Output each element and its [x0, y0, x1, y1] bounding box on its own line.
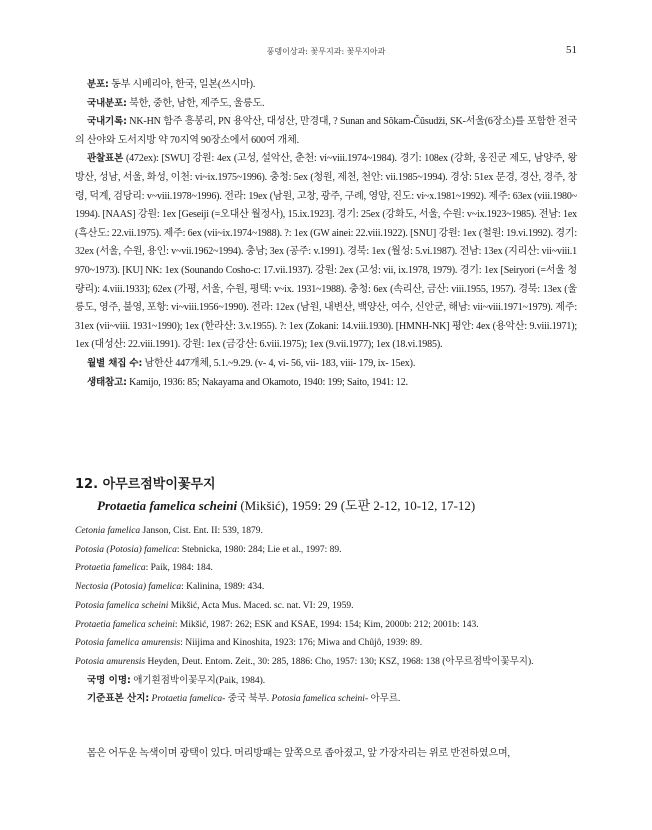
korea-distribution-paragraph: [75, 95, 577, 114]
korea-records-text: NK-HN 함주 흥봉리, PN 용악산, 대성산, 만경대, ? Sunan and Sŏkam-Čŭsudži, SK-서울(6장소)를 포함한 전국의 산야와 도서지방 약 70지역 90장소에서 600여 개체.: [75, 116, 577, 146]
synonym-name: Protaetia famelica: [75, 563, 146, 574]
synonym-name: Potosia (Potosia) famelica: [75, 544, 177, 555]
synonym-entry: [75, 616, 577, 635]
korea-records-paragraph: [75, 113, 577, 150]
synonym-entry: [75, 541, 577, 560]
synonym-ref: : Stebnicka, 1980: 284; Lie et al., 1997: 89.: [176, 544, 342, 555]
ecology-paragraph: [75, 374, 577, 393]
distribution-text: 동부 시베리아, 한국, 일본(쓰시마).: [111, 79, 256, 90]
synonym-entry: [75, 653, 577, 672]
specimens-text: (472ex): [SWU] 강원: 4ex (고성, 설악산, 춘천: vi~viii.1974~1984). 경기: 108ex (강화, 옹진군 제도, 남양주, 왕방산, 성남, 서울, 화성, 이천: vi~ix.1975~1996). 충청: 5ex (청원, 제천, 천안: vii.1985~1994). 경상: 51ex 문경, 경산, 경주, 창령, 덕계, 검당리: v~viii.1978~1996). 전라: 19ex (남원, 고창, 광주, 구례, 영암, 진도: vi~x.1981~1992). 제주: 63ex (viii.1980~1994). [NAAS] 강원: 1ex [Geseiji (=오대산 월정사), 15.ix.1923]. 경기: 25ex (강화도, 서울, 수원: v~ix.1923~1985). 전남: 1ex (흑산도: 22.vii.1975). 제주: 6ex (vii~ix.1974~1988). ?: 1ex (GW ainei: 22.viii.1922). [SNU] 강원: 1ex (철원: 19.vi.1992). 경기: 32ex (서울, 수원, 용인: v~vii.1962~1994). 충남; 3ex (공주: v.1991). 경북: 1ex (월성: 5.vi.1987). 전남: 13ex (지리산: vii~viii.1970~1973). [KU] NK: 1ex (Sounando Cosho-c: 17.vii.1937). 강원: 2ex (고성: vii, ix.1978, 1979). 경기: 1ex [Seiryori (=서울 청량리): 4.viii.1933]; 62ex (가평, 서울, 수원, 평택: v~ix. 1931~1988). 충청: 6ex (속리산, 금산: viii.1955, 1957). 경북: 13ex (울릉도, 영주, 불영, 포항: vi~viii.1956~1990). 전라: 12ex (남원, 내변산, 백양산, 여수, 신안군, 해남: vii~viii.1971~1979). 제주: 31ex (vii~viii. 1931~1990); 1ex (한라산: 3.v.1955). ?: 1ex (Zokani: 14.viii.1930). [HMNH-NK] 평안: 4ex (용악산: 9.viii.1971); 1ex (대성산: 22.viii.1991). 강원: 1ex (금강산: 6.viii.1975); 1ex (9.vii.1977); 1ex (18.vi.1985).: [75, 153, 577, 351]
species-11-details: [75, 76, 577, 392]
type-locality-name-2: Potosia famelica scheini: [271, 694, 365, 705]
type-locality-name-1: Protaetia famelica: [151, 694, 223, 705]
korean-common-name-row: [87, 672, 577, 691]
synonym-list: [75, 522, 577, 709]
synonym-entry: [75, 522, 577, 541]
korean-common-name-value: 애기흰점박이꽃무지(Paik, 1984).: [133, 675, 266, 686]
species-12-heading: [75, 475, 577, 517]
korea-distribution-text: 북한, 중한, 남한, 제주도, 울릉도.: [129, 97, 265, 109]
species-number: 12.: [75, 477, 99, 492]
monthly-paragraph: [75, 355, 577, 374]
ecology-label: 생태참고:: [87, 376, 127, 388]
synonym-entry: [75, 597, 577, 616]
monthly-text: 남한산 447개체, 5.1.~9.29. (v- 4, vi- 56, vii- 183, viii- 179, ix- 15ex).: [144, 357, 416, 369]
synonym-entry: [75, 559, 577, 578]
description-paragraph: 몸은 어두운 녹색이며 광택이 있다. 머리방패는 앞쪽으로 좁아졌고, 앞 가장자리는 위로 반전하였으며,: [87, 748, 510, 759]
distribution-label: 분포:: [87, 79, 109, 90]
species-title-korean: [75, 475, 577, 495]
specimens-label: 관찰표본: [87, 153, 124, 165]
page-header: [0, 44, 652, 58]
synonym-ref: Mikšić, Acta Mus. Maced. sc. nat. VI: 29, 1959.: [168, 600, 354, 611]
synonym-name: Cetonia famelica: [75, 526, 141, 536]
synonym-entry: [75, 634, 577, 653]
synonym-ref: : Niijima and Kinoshita, 1923: 176; Miwa and Chûjô, 1939: 89.: [180, 638, 423, 649]
synonym-ref: Janson, Cist. Ent. II: 539, 1879.: [140, 526, 263, 536]
type-locality-value-2: - 아무르.: [364, 694, 401, 705]
synonym-ref: Heyden, Deut. Entom. Zeit., 30: 285, 1886: Cho, 1957: 130; KSZ, 1968: 138 (아무르점박이꽃무지).: [145, 656, 534, 667]
synonym-name: Protaetia famelica scheini: [75, 619, 175, 630]
extra-info: [75, 672, 577, 709]
type-locality-label: 기준표본 산지:: [87, 693, 150, 705]
distribution-paragraph: [75, 76, 577, 95]
korean-common-name-label: 국명 이명:: [87, 674, 131, 686]
species-korean-name: 아무르점박이꽃무지: [102, 477, 216, 492]
type-locality-value-1: - 중국 북부.: [222, 694, 270, 705]
ecology-text: Kamijo, 1936: 85; Nakayama and Okamoto, 1940: 199; Saito, 1941: 12.: [129, 376, 408, 388]
korea-distribution-label: 국내분포:: [87, 97, 127, 109]
synonym-entry: [75, 578, 577, 597]
species-title-scientific: [75, 495, 577, 517]
running-title: 풍뎅이상과: 꽃무지과: 꽃무지아과: [266, 47, 386, 56]
synonym-ref: : Paik, 1984: 184.: [145, 563, 213, 574]
synonym-ref: : Mikšić, 1987: 262; ESK and KSAE, 1994: 154; Kim, 2000b: 212; 2001b: 143.: [174, 619, 479, 630]
page-number: 51: [566, 44, 577, 56]
synonym-name: Nectosia (Potosia) famelica: [75, 582, 182, 593]
synonym-name: Potosia famelica scheini: [75, 600, 169, 611]
species-author: (Mikšić), 1959: 29 (도판 2-12, 10-12, 17-12): [240, 498, 476, 513]
synonym-name: Potosia famelica amurensis: [75, 638, 181, 649]
monthly-label: 월별 채집 수:: [87, 357, 143, 369]
species-scientific-name: Protaetia famelica scheini: [97, 498, 238, 513]
synonym-name: Potosia amurensis: [75, 656, 146, 667]
synonym-ref: : Kalinina, 1989: 434.: [181, 582, 265, 593]
specimens-paragraph: [75, 150, 577, 355]
korea-records-label: 국내기록:: [87, 116, 127, 128]
type-locality-row: [87, 690, 577, 709]
description-section: [75, 745, 577, 764]
